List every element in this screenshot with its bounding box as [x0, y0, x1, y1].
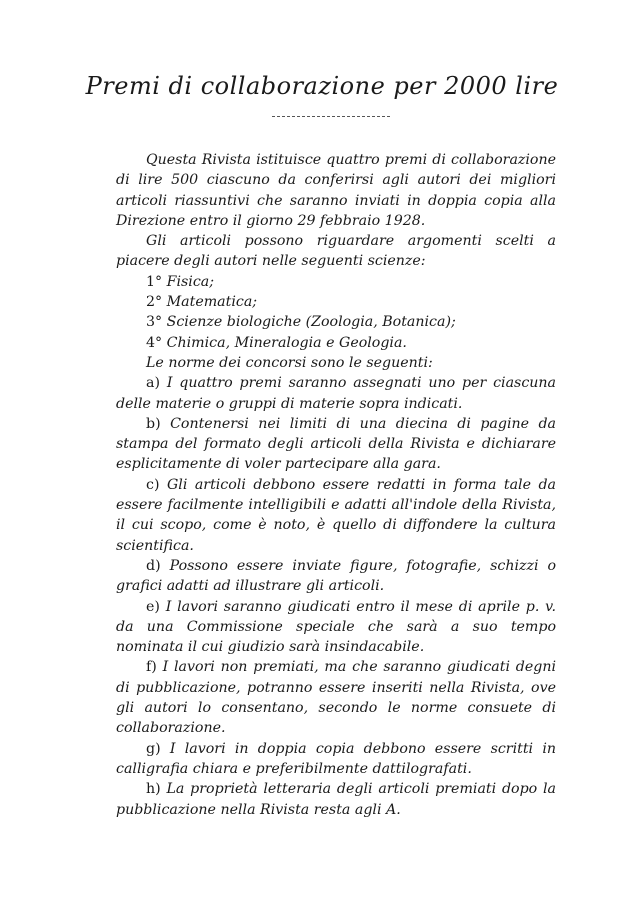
rule-marker: g)	[146, 740, 161, 757]
rule-text: I lavori saranno giudicati entro il mese di aprile p. v. da una Commissione speciale che sarà a suo tempo nominata il cui giudizio sarà insindacabile.	[116, 598, 556, 656]
intro-paragraph: Questa Rivista istituisce quattro premi di collaborazione di lire 500 ciascuno da conferirsi agli autori dei migliori articoli riassuntivi che saranno inviati in doppia copia alla Direzione entro il giorno 29 febbraio 1928.	[116, 152, 556, 229]
rule-text: Gli articoli debbono essere redatti in forma tale da essere facilmente intelligibili e adatti all'indole della Rivista, il cui scopo, come è noto, è quello di diffondere la cultura scientifica.	[116, 476, 556, 554]
rule-marker: f)	[146, 659, 157, 676]
rule-paragraph	[116, 739, 556, 780]
page-title: Premi di collaborazione per 2000 lire	[85, 72, 559, 100]
science-marker: 2°	[146, 294, 163, 311]
science-marker: 4°	[146, 334, 163, 351]
rule-paragraph	[116, 597, 556, 658]
science-item	[116, 292, 556, 312]
rule-paragraph	[116, 414, 556, 475]
title-divider	[272, 116, 390, 117]
science-item	[116, 272, 556, 292]
rule-paragraph	[116, 556, 556, 597]
science-text: Scienze biologiche (Zoologia, Botanica);	[166, 314, 456, 331]
rule-marker: a)	[146, 375, 160, 392]
document-body	[116, 150, 556, 820]
rule-text: Contenersi nei limiti di una diecina di pagine da stampa del formato degli articoli della Rivista e dichiarare esplicitamente di voler partecipare alla gara.	[116, 415, 556, 473]
rule-marker: e)	[146, 598, 160, 615]
rule-marker: b)	[146, 415, 161, 432]
rules-intro: Le norme dei concorsi sono le seguenti:	[146, 354, 433, 371]
rule-paragraph	[116, 657, 556, 738]
science-text: Fisica;	[166, 273, 215, 290]
rule-paragraph	[116, 779, 556, 820]
science-item	[116, 333, 556, 353]
science-text: Matematica;	[166, 294, 258, 311]
science-marker: 3°	[146, 314, 163, 331]
science-item	[116, 312, 556, 332]
rule-marker: h)	[146, 781, 161, 798]
rule-paragraph	[116, 373, 556, 414]
rule-text: I lavori non premiati, ma che saranno giudicati degni di pubblicazione, potranno essere inseriti nella Rivista, ove gli autori lo consentano, secondo le norme consuete di collaborazione.	[116, 659, 556, 737]
rule-paragraph	[116, 475, 556, 556]
rule-text: I quattro premi saranno assegnati uno per ciascuna delle materie o gruppi di materie sopra indicati.	[116, 375, 557, 412]
rule-text: Possono essere inviate figure, fotografie, schizzi o grafici adatti ad illustrare gli articoli.	[116, 557, 556, 595]
science-text: Chimica, Mineralogia e Geologia.	[166, 334, 407, 351]
intro-paragraph: Gli articoli possono riguardare argomenti scelti a piacere degli autori nelle seguenti scienze:	[116, 233, 556, 270]
rule-text: I lavori in doppia copia debbono essere scritti in calligrafia chiara e preferibilmente dattilografati.	[116, 740, 556, 777]
rule-marker: c)	[146, 476, 160, 493]
science-marker: 1°	[146, 273, 163, 290]
rule-text: La proprietà letteraria degli articoli premiati dopo la pubblicazione nella Rivista resta agli A.	[116, 781, 556, 818]
rule-marker: d)	[146, 557, 161, 574]
